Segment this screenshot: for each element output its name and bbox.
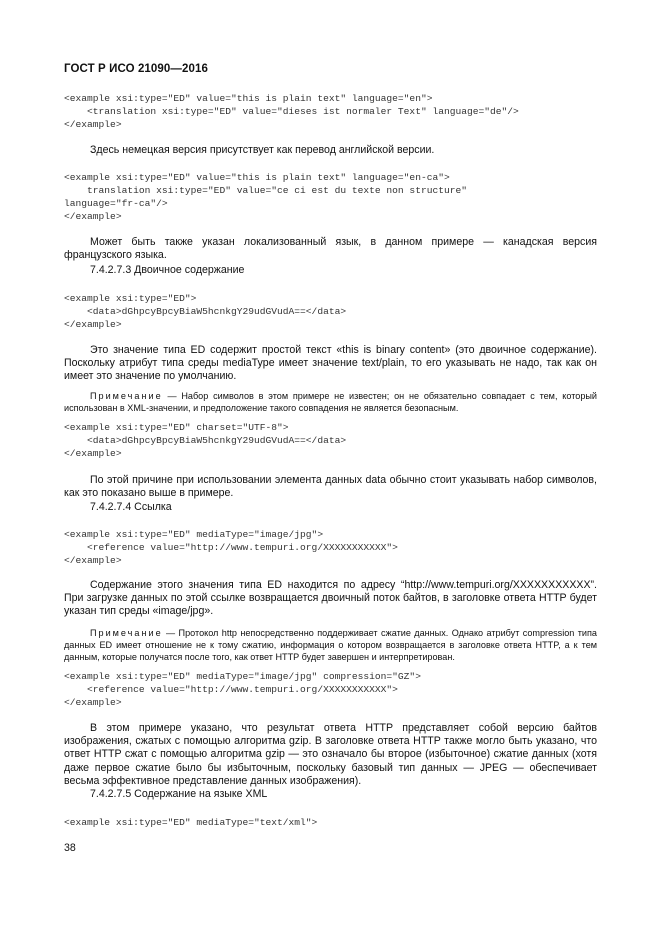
paragraph-charset-advice: По этой причине при использовании элемента данных data обычно стоит указывать набор символов, как это показано выше в примере. [64, 474, 597, 500]
section-heading-xml: 7.4.2.7.5 Содержание на языке XML [90, 788, 268, 800]
paragraph-localized-language: Может быть также указан локализованный язык, в данном примере — канадская версия французского языка. [64, 236, 597, 262]
paragraph-gzip-explanation: В этом примере указано, что результат ответа HTTP представляет собой версию байтов изображения, сжатых с помощью алгоритма gzip. В заголовке ответа HTTP также могло быть указано, что ответ HTTP сжат с помощью алгоритма gzip — это означало бы второе (избыточное) сжатие данных (хотя даже первое сжатие было бы избыточным, поскольку базовый тип данных — JPEG — обеспечивает весьма эффективное представление данных изображения). [64, 722, 597, 787]
code-example-reference: <example xsi:type="ED" mediaType="image/jpg"> <reference value="http://www.tempuri.org/XXXXXXXXXXX"> </example> [64, 529, 398, 566]
code-example-translation-de: <example xsi:type="ED" value="this is plain text" language="en"> <translation xsi:type="ED" value="dieses ist normaler Text" language="de"/> </example> [64, 93, 519, 130]
paragraph-binary-content: Это значение типа ED содержит простой текст «this is binary content» (это двоичное содержание). Поскольку атрибут типа среды mediaType имеет значение text/plain, то его указывать не надо, так как он имеет это значение по умолчанию. [64, 344, 597, 383]
note-text: — Протокол http непосредственно поддерживает сжатие данных. Однако атрибут compression типа данных ED имеет отношение не к тому сжатию, информация о котором возвращается в заголовке ответа HTTP, а к тем данным, которые получатся после того, как ответ HTTP будет завершен и интерпретирован. [64, 628, 597, 663]
section-heading-reference: 7.4.2.7.4 Ссылка [90, 501, 172, 513]
code-example-xml: <example xsi:type="ED" mediaType="text/xml"> [64, 817, 318, 828]
paragraph-reference-address: Содержание этого значения типа ED находится по адресу “http://www.tempuri.org/XXXXXXXXXXX”. При загрузке данных по этой ссылке возвращается двоичный поток байтов, в заголовке ответа HTTP будет указан тип среды «image/jpg». [64, 579, 597, 618]
running-header: ГОСТ Р ИСО 21090—2016 [64, 63, 209, 75]
note-compression [64, 627, 597, 664]
page-number: 38 [64, 842, 76, 854]
note-text: — Набор символов в этом примере не известен; он не обязательно совпадает с тем, который использован в XML-значении, и предположение такого совпадения не является безопасным. [64, 391, 597, 414]
code-example-translation-fr: <example xsi:type="ED" value="this is plain text" language="en-ca"> translation xsi:type="ED" value="ce ci est du texte non structure" language="fr-ca"/> </example> [64, 172, 468, 222]
note-label: Примечание [90, 391, 163, 401]
note-charset [64, 390, 597, 414]
paragraph-german-translation: Здесь немецкая версия присутствует как перевод английской версии. [90, 144, 435, 156]
code-example-binary: <example xsi:type="ED"> <data>dGhpcyBpcyBiaW5hcnkgY29udGVudA==</data> </example> [64, 293, 347, 330]
code-example-compression: <example xsi:type="ED" mediaType="image/jpg" compression="GZ"> <reference value="http://www.tempuri.org/XXXXXXXXXXX"> </example> [64, 671, 421, 708]
note-label: Примечание [90, 628, 163, 638]
section-heading-binary: 7.4.2.7.3 Двоичное содержание [90, 264, 245, 276]
code-example-charset: <example xsi:type="ED" charset="UTF-8"> <data>dGhpcyBpcyBiaW5hcnkgY29udGVudA==</data> </example> [64, 422, 347, 459]
